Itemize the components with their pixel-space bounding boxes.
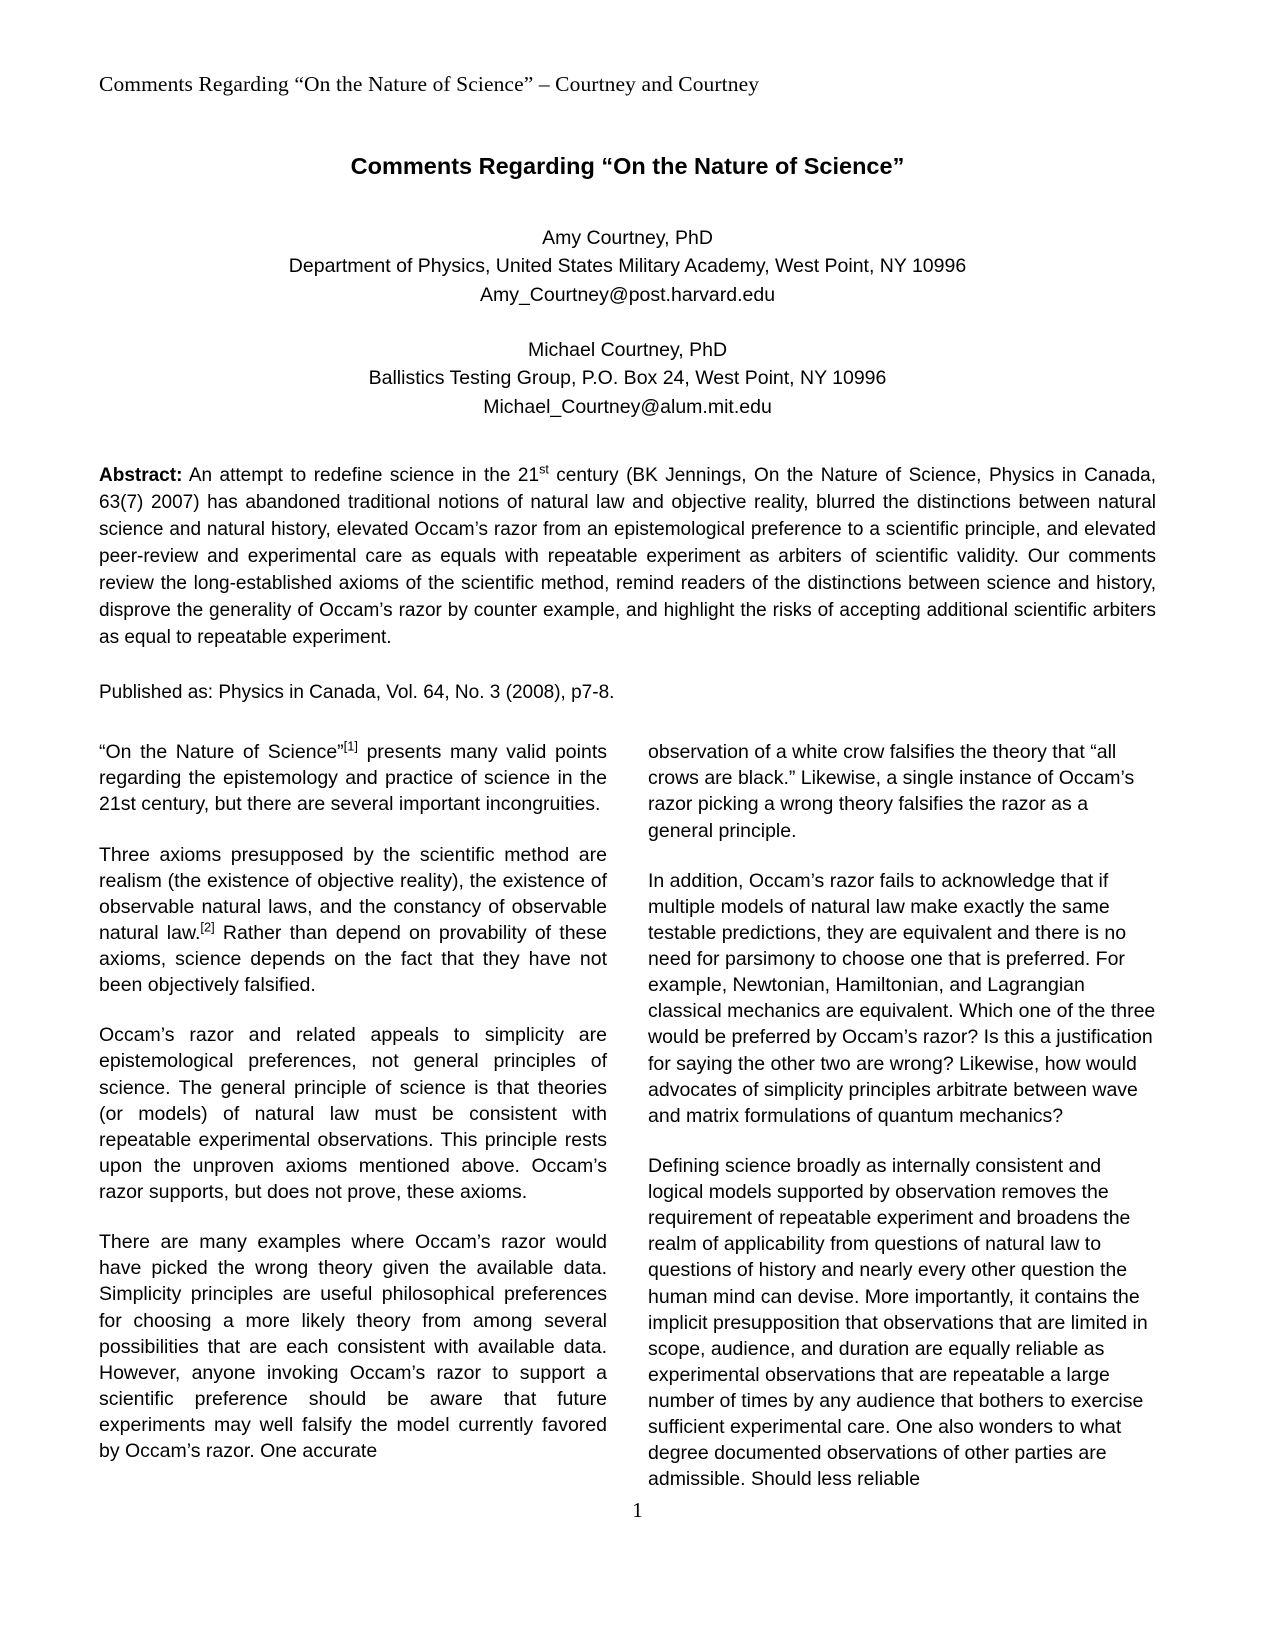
citation-marker-1: [1] xyxy=(343,738,358,754)
page-number: 1 xyxy=(632,1498,643,1522)
left-column xyxy=(99,739,607,1492)
paragraph: observation of a white crow falsifies the theory that “all crows are black.” Likewise, a single instance of Occam’s razor picking a wrong theory falsifies the razor as a general principle. xyxy=(648,741,1135,842)
running-header: Comments Regarding “On the Nature of Science” – Courtney and Courtney xyxy=(99,72,760,96)
author-name: Amy Courtney, PhD xyxy=(542,227,713,250)
paragraph-text: presents many valid points regarding the epistemology and practice of science in the 21st century, but there are several important incongruities. xyxy=(99,741,607,816)
paragraph: In addition, Occam’s razor fails to acknowledge that if multiple models of natural law make exactly the same testable predictions, they are equivalent and there is no need for parsimony to choose one that is preferred. For example, Newtonian, Hamiltonian, and Lagrangian classical mechanics are equivalent. Which one of the three would be preferred by Occam’s razor? Is this a justification for saying the other two are wrong? Likewise, how would advocates of simplicity principles arbitrate between wave and matrix formulations of quantum mechanics? xyxy=(648,869,1156,1127)
author-block-2 xyxy=(99,336,1156,421)
paragraph: Occam’s razor and related appeals to simplicity are epistemological preferences, not general principles of science. The general principle of science is that theories (or models) of natural law must be consistent with repeatable experimental observations. This principle rests upon the unproven axioms mentioned above. Occam’s razor supports, but does not prove, these axioms. xyxy=(99,1024,607,1204)
abstract-text-part1: An attempt to redefine science in the 21 xyxy=(182,464,540,486)
paragraph-text: Rather than depend on provability of these axioms, science depends on the fact that they have not been objectively falsified. xyxy=(99,921,607,997)
author-block-1 xyxy=(99,224,1156,309)
body-columns xyxy=(99,739,1156,1492)
abstract-section xyxy=(99,463,1156,652)
right-column xyxy=(648,739,1156,1492)
author-affiliation: Department of Physics, United States Military Academy, West Point, NY 10996 xyxy=(288,255,967,278)
paragraph xyxy=(99,842,607,999)
page-content xyxy=(99,0,1156,1493)
author-email: Amy_Courtney@post.harvard.edu xyxy=(479,283,776,306)
publication-info: Published as: Physics in Canada, Vol. 64, No. 3 (2008), p7-8. xyxy=(99,681,615,703)
paragraph: Defining science broadly as internally consistent and logical models supported by observation removes the requirement of repeatable experiment and broadens the realm of applicability from questions of natural law to questions of history and nearly every other question the human mind can devise. More importantly, it contains the implicit presupposition that observations that are limited in scope, audience, and duration are equally reliable as experimental observations that are repeatable a large number of times by any audience that bothers to exercise sufficient experimental care. One also wonders to what degree documented observations of other parties are admissible. Should less reliable xyxy=(648,1154,1148,1491)
author-name: Michael Courtney, PhD xyxy=(527,338,728,361)
abstract-label: Abstract: xyxy=(99,464,183,486)
abstract-text-part2: century (BK Jennings, On the Nature of Science, Physics in Canada, 63(7) 2007) has abandoned traditional notions of natural law and objective reality, blurred the distinctions between natural science and natural history, elevated Occam’s razor from an epistemological preference to a scientific principle, and elevated peer-review and experimental care as equals with repeatable experiment as arbiters of scientific validity. Our comments review the long-established axioms of the scientific method, remind readers of the distinctions between science and history, disprove the generality of Occam’s razor by counter example, and highlight the risks of accepting additional scientific arbiters as equal to repeatable experiment. xyxy=(99,464,1156,648)
paragraph-text: “On the Nature of Science” xyxy=(99,741,344,764)
paragraph xyxy=(99,739,607,817)
paragraph-text: Three axioms presupposed by the scientific method are realism (the existence of objective reality), the existence of observable natural laws, and the constancy of observable natural law. xyxy=(99,843,607,944)
page-title: Comments Regarding “On the Nature of Science” xyxy=(350,152,905,179)
paragraph: There are many examples where Occam’s razor would have picked the wrong theory given the available data. Simplicity principles are useful philosophical preferences for choosing a more likely theory from among several possibilities that are each consistent with available data. However, anyone invoking Occam’s razor to support a scientific preference should be aware that future experiments may well falsify the model currently favored by Occam’s razor. One accurate xyxy=(99,1231,607,1463)
abstract-ordinal-superscript: st xyxy=(539,462,549,477)
citation-marker-2: [2] xyxy=(200,919,215,935)
author-email: Michael_Courtney@alum.mit.edu xyxy=(483,395,772,418)
author-affiliation: Ballistics Testing Group, P.O. Box 24, West Point, NY 10996 xyxy=(368,367,887,390)
